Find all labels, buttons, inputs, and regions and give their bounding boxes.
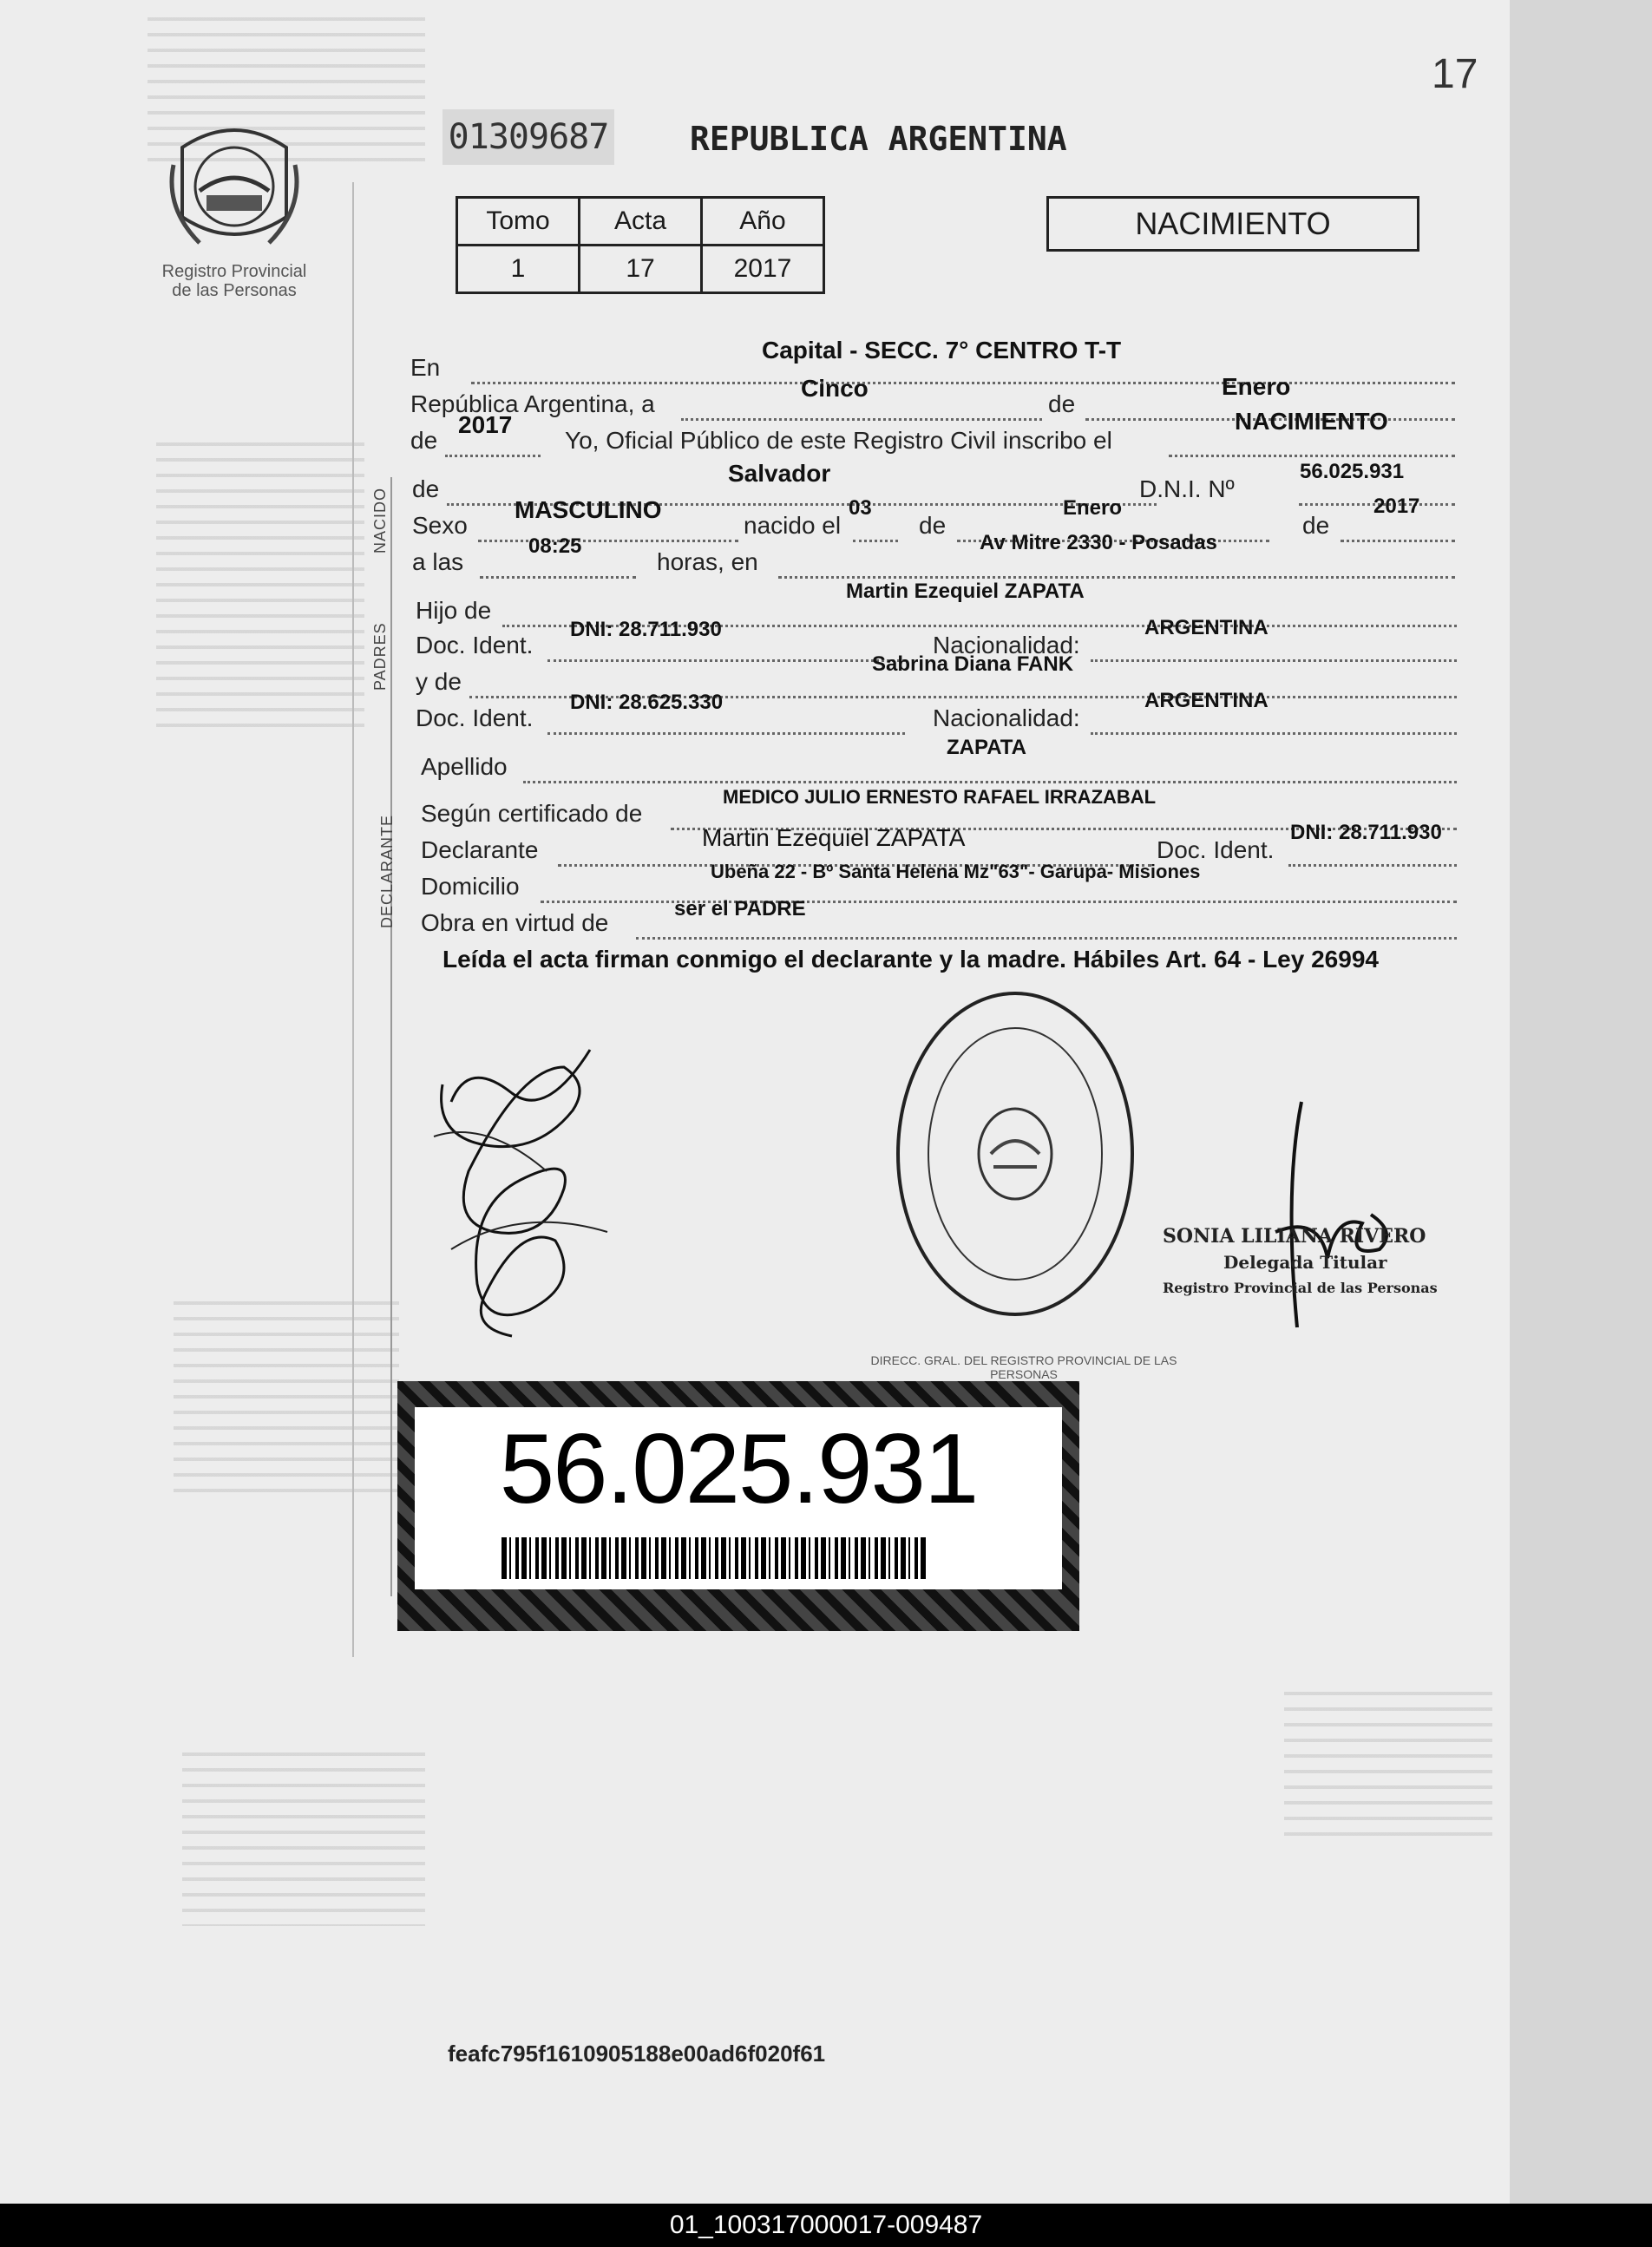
dotted-line (471, 382, 1455, 384)
bleed-through-text (1284, 1692, 1492, 1839)
barcode-bars (502, 1537, 927, 1579)
dotted-line (853, 540, 898, 542)
section-label-declarante: DECLARANTE (378, 814, 396, 928)
bleed-through-text (156, 442, 364, 729)
signer-block: SONIA LILIANA RIVERO Delegada Titular Registro Provincial de las Personas (1163, 1225, 1438, 1296)
dotted-line (480, 576, 636, 579)
document-sheet: 17 01309687 REPUBLICA ARGENTINA Registro Provincial de las Personas Tomo Acta Año 1 17 2017 NACIMIENTO NACIDO PADRES DECLARANTE En Capital - SECC. 7° CENTRO T-T República Argentina, a Cinco de Enero de 2017 Yo, Oficial Público de este Registro Civil inscribo el NACIMIENTO de Salvador D.N.I. Nº 56.025.931 Sexo MASCULINO nacido el 03 de Enero de 2017 a las 08:25 horas, en Av Mitre 2330 - Posadas Hijo de Martin Ezequiel ZAPATA Doc. Ident. DNI: 28.711.930 Nacionalidad: ARGENTINA y de Sabrina Diana FANK Doc. Ident. DNI: 28.625.330 Nacionalidad: ARGENTINA Apellido ZAPATA Según certificado de MEDICO JULIO ERNESTO RAFAEL IRRAZABAL Declarante Martin Ezequiel ZAPATA Doc. Ident. DNI: 28.711.930 Domicilio Ubeña 22 - Bº Santa Helena Mz"63"- Garupa- Misiones Obra en virtud de ser el PADRE Leída el acta firman conmigo el declarante y la madre. Hábiles Art. 64 - Ley 26994 DIRECC. GRAL. DEL REGISTRO PROVINCIAL DE LAS PERSONAS SONIA LILIANA RIVERO Delegada Titular Registro Provincial de las Personas 56.025.931 feafc795f1610905188e00ad6f020f61 (0, 0, 1510, 2204)
section-label-nacido: NACIDO (371, 487, 389, 554)
page-edge (1510, 0, 1652, 2204)
dotted-line (681, 418, 1042, 421)
barcode-number: 56.025.931 (499, 1414, 978, 1524)
official-stamp (885, 980, 1145, 1327)
barcode-label (397, 1381, 1079, 1631)
closing-statement: Leída el acta firman conmigo el declarante y la madre. Hábiles Art. 64 - Ley 26994 (442, 946, 1379, 973)
dotted-line (1341, 540, 1455, 542)
province-seal-logo (165, 113, 304, 260)
dotted-line (1288, 864, 1457, 867)
dotted-line (778, 576, 1455, 579)
official-signature (1249, 1084, 1423, 1345)
footer-id: 01_100317000017-009487 (0, 2204, 1652, 2247)
tomo-acta-table (456, 196, 825, 294)
table-cell: 17 (580, 246, 702, 293)
logo-caption: Registro Provincial de las Personas (161, 262, 307, 300)
margin-line (352, 182, 354, 1657)
act-type-box: NACIMIENTO (1046, 196, 1419, 252)
page-number: 17 (1432, 51, 1478, 97)
table-cell: 2017 (702, 246, 824, 293)
dotted-line (478, 540, 738, 542)
dotted-line (1091, 659, 1457, 662)
declarant-signature (416, 1032, 625, 1345)
document-hash: feafc795f1610905188e00ad6f020f61 (448, 2041, 826, 2067)
table-cell: 1 (457, 246, 580, 293)
dotted-line (1091, 732, 1457, 735)
dotted-line (445, 455, 541, 457)
section-line (390, 477, 392, 1596)
bleed-through-text (174, 1301, 399, 1492)
section-label-padres: PADRES (371, 622, 389, 691)
stamp-text: DIRECC. GRAL. DEL REGISTRO PROVINCIAL DE LAS PERSONAS (870, 1353, 1177, 1381)
dotted-line (547, 732, 905, 735)
dotted-line (636, 937, 1457, 940)
document-title: REPUBLICA ARGENTINA (690, 120, 1067, 158)
table-header: Acta (580, 198, 702, 246)
table-header: Año (702, 198, 824, 246)
bleed-through-text (182, 1752, 425, 1926)
dotted-line (523, 781, 1457, 783)
dotted-line (547, 659, 905, 662)
serial-number: 01309687 (442, 109, 614, 165)
dotted-line (1169, 455, 1455, 457)
table-header: Tomo (457, 198, 580, 246)
